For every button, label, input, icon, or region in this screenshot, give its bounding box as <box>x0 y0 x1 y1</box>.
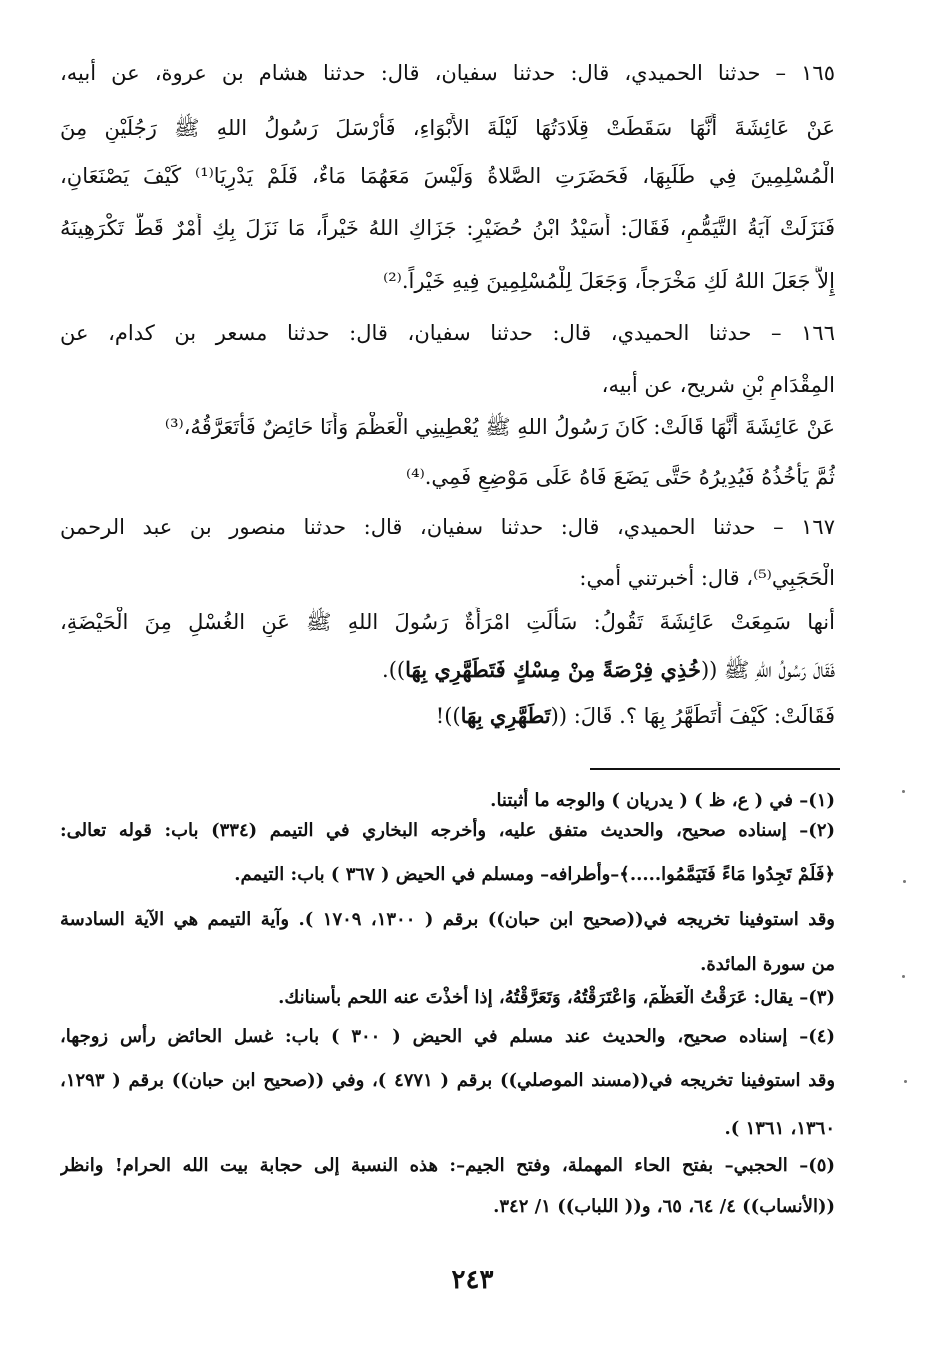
footnote-2-line-2: ﴿فَلَمْ تَجِدُوا مَاءً فَتَيَمَّمُوا.....﴾–وأطرافه– ومسلم في الحيض ( ٣٦٧ ) باب: التيمم. <box>234 864 835 885</box>
closing-quote-2: ))! <box>435 704 461 728</box>
hadith-166-isnad-line: ١٦٦ – حدثنا الحميدي، قال: حدثنا سفيان، قال: حدثنا مسعر بن كدام، عن <box>60 321 835 345</box>
footnote-4-line-1: (٤)– إسناده صحيح، والحديث عند مسلم في الحيض ( ٣٠٠ ) باب: غسل الحائض رأس زوجها، <box>60 1026 835 1047</box>
footnote-4-line-3: ١٣٦٠، ١٣٦١ ). <box>724 1118 835 1139</box>
closing-quote: )). <box>382 658 406 682</box>
hadith-165-matn-line-1: عَنْ عَائِشَةَ أَنَّهَا سَقَطَتْ قِلَادَتُهَا لَيْلَةَ الأَبْوَاءِ، فَأَرْسَلَ رَسُولُ اللهِ ﷺ رَجُلَيْنِ مِنَ <box>60 116 835 140</box>
hadith-167-question: فَقَالَتْ: كَيْفَ أَتَطَهَّرُ بِهَا ؟. قَالَ: (( <box>550 704 835 728</box>
footnote-4-line-2: وقد استوفينا تخريجه في((مسند الموصلي)) برقم ( ٤٧٧١ )، وفي ((صحيح ابن حبان)) برقم ( ١٢٩٣، <box>60 1070 835 1091</box>
footnote-1: (١)– في ( ع، ظ ) ( يدريان ) والوجه ما أثبتنا. <box>490 790 835 811</box>
hadith-166-matn-line-1: عَنْ عَائِشَةَ أَنَّهَا قَالَتْ: كَانَ رَسُولُ اللهِ ﷺ يُعْطِينِي الْعَظْمَ وَأَنَا حَائِضٌ فَأَتَعَرَّقُهُ،⁽³⁾ <box>164 415 835 439</box>
footnote-3: (٣)– يقال: عَرَقْتُ الْعَظْمَ، وَاعْتَرَقْتُهُ، وَتَعَرَّقْتُهُ، إذا أخذْتَ عنه اللحم بأسنانك. <box>278 987 835 1008</box>
prophetic-saying: خُذِي فِرْصَةً مِنْ مِسْكٍ فَتَطَهَّرِي بِهَا <box>405 657 701 682</box>
hadith-166-isnad-continuation: المِقْدَامِ بْنِ شريح، عن أبيه، <box>601 373 835 397</box>
hadith-167-narration-intro: فَقَالَ رَسُولُ اللهِ ﷺ (( <box>700 658 835 682</box>
hadith-167-matn-line-1: أنها سَمِعَتْ عَائِشَةَ تَقُولُ: سَأَلَتِ امْرَأَةٌ رَسُولَ اللهِ ﷺ عَنِ الغُسْلِ مِنَ الْحَيْضَةِ، <box>60 610 835 634</box>
scan-speck <box>902 790 905 793</box>
hadith-167-isnad-continuation: الْحَجَبِي⁽⁵⁾، قال: أخبرتني أمي: <box>579 566 835 590</box>
hadith-165-matn-line-4: إِلاَّ جَعَلَ اللهُ لَكِ مَخْرَجاً، وَجَعَلَ لِلْمُسْلِمِينَ فِيهِ خَيْراً.⁽²⁾ <box>383 269 835 293</box>
hadith-165-matn-line-2: الْمُسْلِمِينَ فِي طَلَبِهَا، فَحَضَرَتِ الصَّلاةُ وَلَيْسَ مَعَهُمَا مَاءٌ، فَلَمْ يَدْرِيَا⁽¹⁾ كَيْفَ يَصْنَعَانِ، <box>60 164 835 188</box>
hadith-166-matn-line-2: ثُمَّ يَأْخُذُهُ فَيُدِيرُهُ حَتَّى يَضَعَ فَاهُ عَلَى مَوْضِعِ فَمِي.⁽⁴⁾ <box>406 465 835 489</box>
footnote-5-line-1: (٥)– الحجبي– بفتح الحاء المهملة، وفتح الجيم–: هذه النسبة إلى حجابة بيت الله الحرام! وانظر <box>60 1155 835 1176</box>
scan-speck <box>904 1080 907 1083</box>
footnote-2-line-4: من سورة المائدة. <box>700 954 835 975</box>
footnote-2-line-3: وقد استوفينا تخريجه في((صحيح ابن حبان)) برقم ( ١٣٠٠، ١٧٠٩ ). وآية التيمم هي الآية السادسة <box>60 909 835 930</box>
footnote-2-line-1: (٢)– إسناده صحيح، والحديث متفق عليه، وأخرجه البخاري في التيمم (٣٣٤) باب: قوله تعالى: <box>60 820 835 841</box>
hadith-165-isnad-line: ١٦٥ – حدثنا الحميدي، قال: حدثنا سفيان، قال: حدثنا هشام بن عروة، عن أبيه، <box>60 61 835 85</box>
hadith-167-isnad-line: ١٦٧ – حدثنا الحميدي، قال: حدثنا سفيان، قال: حدثنا منصور بن عبد الرحمن <box>60 515 835 539</box>
prophetic-saying-2: تَطَهَّرِي بِهَا <box>460 703 551 728</box>
hadith-167-matn-line-3 <box>60 701 835 731</box>
scan-speck <box>903 880 906 883</box>
footnote-5-line-2: ((الأنساب)) ٤/ ٦٤، ٦٥، و(( اللباب)) ١/ ٣٤٢. <box>493 1196 835 1217</box>
hadith-167-matn-line-2 <box>60 655 835 685</box>
footnote-separator <box>590 768 840 770</box>
scan-speck <box>902 975 905 978</box>
page-number: ٢٤٣ <box>451 1265 494 1295</box>
hadith-165-matn-line-3: فَنَزَلَتْ آيَةُ التَّيَمُّمِ، فَقَالَ: أُسَيْدُ ابْنُ حُضَيْرٍ: جَزَاكِ اللهُ خَيْراً، مَا نَزَلَ بِكِ أَمْرٌ قَطُّ تَكْرَهِينَهُ <box>60 216 835 240</box>
